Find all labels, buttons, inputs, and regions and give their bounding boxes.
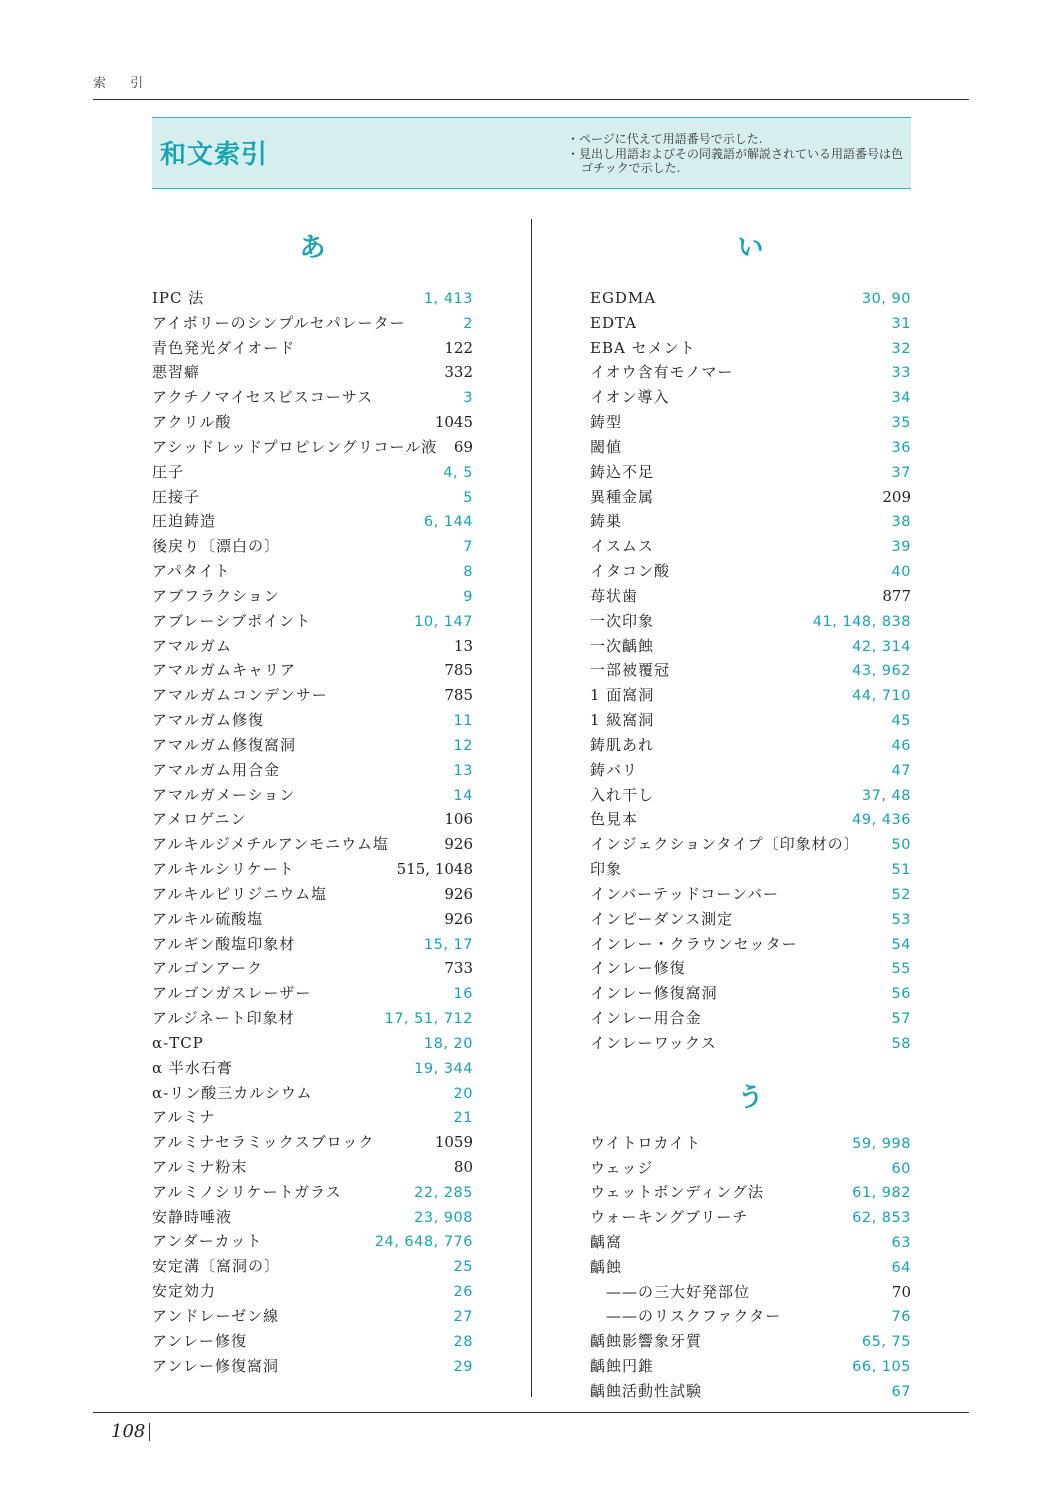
entries-u	[590, 1131, 911, 1404]
index-entry	[590, 1354, 911, 1379]
index-entry	[152, 832, 473, 857]
page-number-bar	[149, 1423, 150, 1441]
index-term: アルゴンガスレーザー	[152, 984, 312, 1003]
index-pages: 69	[453, 437, 473, 456]
index-entry	[590, 584, 911, 609]
index-term: アルキルジメチルアンモニウム塩	[152, 835, 389, 854]
index-entry	[152, 658, 473, 683]
index-pages: 50	[891, 837, 911, 854]
index-pages: 2	[463, 315, 473, 332]
index-term: アシッドレッドプロピレングリコール液	[152, 437, 438, 456]
index-term: 圧子	[152, 462, 185, 481]
index-term: アンレー修復	[152, 1331, 248, 1350]
index-term: イオン導入	[590, 388, 670, 407]
index-term: 悪習癖	[152, 363, 201, 382]
index-pages: 32	[891, 340, 911, 357]
index-pages: 515, 1048	[396, 860, 473, 879]
index-term: イオウ含有モノマー	[590, 363, 734, 382]
index-term: アクリル酸	[152, 413, 232, 432]
index-pages: 27	[453, 1308, 473, 1325]
index-entry	[152, 733, 473, 758]
index-entry	[590, 832, 911, 857]
index-pages: 51	[891, 862, 911, 879]
index-entry	[590, 1031, 911, 1056]
index-term: 鋳型	[590, 413, 623, 432]
index-pages: 67	[891, 1383, 911, 1400]
index-entry	[590, 534, 911, 559]
index-entry	[590, 435, 911, 460]
index-pages: 42, 314	[852, 638, 911, 655]
index-term: 印象	[590, 860, 623, 879]
index-pages: 16	[453, 986, 473, 1003]
index-entry	[152, 1130, 473, 1155]
index-pages: 25	[453, 1259, 473, 1276]
index-term: 齲蝕円錐	[590, 1357, 655, 1376]
index-entry	[152, 1031, 473, 1056]
index-pages: 40	[891, 564, 911, 581]
index-pages: 53	[891, 911, 911, 928]
index-pages: 1, 413	[423, 291, 473, 307]
index-pages: 30, 90	[861, 291, 911, 307]
index-term: アマルガム	[152, 636, 233, 655]
index-pages: 8	[463, 564, 473, 581]
index-entry	[152, 435, 473, 460]
index-entry	[590, 634, 911, 659]
index-term: 齲窩	[590, 1232, 623, 1251]
index-pages: 5	[463, 489, 473, 506]
index-entry	[590, 1180, 911, 1205]
index-entry	[152, 584, 473, 609]
index-pages: 11	[453, 713, 473, 730]
index-entry	[590, 758, 911, 783]
index-pages: 15, 17	[423, 936, 473, 953]
index-term: 圧接子	[152, 487, 201, 506]
index-entry	[152, 634, 473, 659]
index-entry	[152, 1006, 473, 1031]
index-term: ——の三大好発部位	[606, 1282, 751, 1301]
index-term: アマルガム修復	[152, 711, 265, 730]
index-entry	[152, 385, 473, 410]
index-entry	[590, 410, 911, 435]
index-pages: 63	[891, 1234, 911, 1251]
index-entry	[590, 311, 911, 336]
index-entry	[590, 559, 911, 584]
index-entry	[152, 460, 473, 485]
index-pages: 47	[891, 762, 911, 779]
index-pages: 43, 962	[852, 663, 911, 680]
index-pages: 33	[891, 365, 911, 382]
index-term: インバーテッドコーンバー	[590, 884, 780, 903]
index-entry	[152, 683, 473, 708]
index-pages: 6, 144	[423, 514, 473, 531]
index-entry	[590, 1006, 911, 1031]
index-entry	[152, 758, 473, 783]
index-term: 後戻り〔漂白の〕	[152, 537, 281, 556]
index-entry	[152, 1105, 473, 1130]
index-entry	[152, 882, 473, 907]
note-2: ・見出し用語およびその同義語が解説されている用語番号は色ゴチックで示した.	[567, 146, 904, 175]
index-pages: 29	[453, 1358, 473, 1375]
index-term: インレー修復	[590, 959, 686, 978]
index-term: アルキルシリケート	[152, 860, 295, 879]
index-pages: 9	[463, 588, 473, 605]
index-pages: 46	[891, 737, 911, 754]
index-entry	[590, 385, 911, 410]
index-term: インレー・クラウンセッター	[590, 934, 798, 953]
index-term: 一次齲蝕	[590, 636, 655, 655]
section-heading-a: あ	[299, 233, 326, 263]
index-term: 圧迫鋳造	[152, 512, 217, 531]
index-pages: 785	[444, 661, 473, 680]
index-term: アルギン酸塩印象材	[152, 934, 296, 953]
index-entry	[152, 609, 473, 634]
index-term: アパタイト	[152, 562, 231, 581]
index-entry	[590, 1230, 911, 1255]
index-pages: 65, 75	[861, 1334, 911, 1351]
index-term: アルミナ粉末	[152, 1157, 248, 1176]
page-title: 和文索引	[160, 140, 269, 170]
section-u	[590, 1080, 911, 1404]
index-term: インレー修復窩洞	[590, 984, 718, 1003]
entries-i	[590, 286, 911, 1056]
title-band	[152, 117, 911, 189]
index-pages: 41, 148, 838	[812, 613, 911, 630]
index-pages: 66, 105	[852, 1359, 911, 1376]
index-pages: 209	[882, 487, 911, 506]
index-term: 鋳肌あれ	[590, 735, 655, 754]
index-pages: 12	[453, 737, 473, 754]
index-entry	[590, 907, 911, 932]
index-pages: 1045	[434, 413, 473, 432]
index-entry	[590, 1329, 911, 1354]
index-term: ウォーキングブリーチ	[590, 1208, 749, 1227]
index-term: 閾値	[590, 437, 623, 456]
index-term: アルゴンアーク	[152, 959, 263, 978]
index-term: インレー用合金	[590, 1009, 702, 1028]
index-entry	[590, 1379, 911, 1404]
index-pages: 62, 853	[852, 1210, 911, 1227]
index-pages: 22, 285	[414, 1184, 473, 1201]
index-term: ウイトロカイト	[590, 1133, 702, 1152]
index-pages: 7	[463, 539, 473, 556]
index-term: 齲蝕影響象牙質	[590, 1332, 703, 1351]
index-pages: 55	[891, 961, 911, 978]
index-entry	[590, 882, 911, 907]
index-entry	[152, 311, 473, 336]
index-term: 鋳込不足	[590, 462, 655, 481]
index-entry	[152, 336, 473, 361]
index-term: α 半水石膏	[152, 1058, 233, 1077]
index-term: 齲蝕	[590, 1257, 623, 1276]
index-pages: 49, 436	[852, 812, 911, 829]
index-pages: 34	[891, 390, 911, 407]
index-pages: 926	[444, 884, 473, 903]
index-entry	[152, 1254, 473, 1279]
index-entry	[152, 534, 473, 559]
index-term: インピーダンス測定	[590, 909, 734, 928]
index-entry	[152, 1279, 473, 1304]
index-term: イスムス	[590, 537, 654, 556]
index-term: 安静時唾液	[152, 1207, 233, 1226]
index-entry	[152, 1329, 473, 1354]
index-term: アブフラクション	[152, 586, 280, 605]
index-pages: 18, 20	[423, 1035, 473, 1052]
index-entry	[590, 1280, 911, 1305]
index-pages: 64	[891, 1259, 911, 1276]
index-entry	[590, 1205, 911, 1230]
index-entry	[590, 460, 911, 485]
page-number: 108	[111, 1421, 146, 1442]
index-pages: 1059	[434, 1133, 473, 1152]
index-entry	[590, 286, 911, 311]
index-entry	[152, 857, 473, 882]
right-column	[590, 230, 911, 1404]
index-entry	[152, 1205, 473, 1230]
index-term: アブレーシブポイント	[152, 611, 312, 630]
index-pages: 20	[453, 1085, 473, 1102]
index-entry	[152, 559, 473, 584]
index-entry	[590, 1255, 911, 1280]
index-entry	[152, 907, 473, 932]
running-header: 索 引	[93, 76, 154, 91]
index-term: イタコン酸	[590, 562, 671, 581]
index-pages: 13	[453, 636, 473, 655]
index-term: 安定溝〔窩洞の〕	[152, 1257, 281, 1276]
index-entry	[152, 1081, 473, 1106]
index-term: アクチノマイセスビスコーサス	[152, 388, 374, 407]
index-pages: 80	[453, 1157, 473, 1176]
top-rule	[93, 99, 969, 100]
index-pages: 56	[891, 986, 911, 1003]
index-pages: 10, 147	[414, 613, 473, 630]
index-pages: 52	[891, 886, 911, 903]
index-term: アルミノシリケートガラス	[152, 1182, 342, 1201]
index-term: インレーワックス	[590, 1033, 717, 1052]
index-term: アマルガメーション	[152, 785, 296, 804]
index-entry	[590, 1304, 911, 1329]
index-pages: 24, 648, 776	[374, 1234, 473, 1251]
index-pages: 70	[891, 1282, 911, 1301]
index-entry	[152, 981, 473, 1006]
index-pages: 332	[444, 363, 473, 382]
index-term: アルミナセラミックスブロック	[152, 1133, 375, 1152]
index-pages: 733	[444, 959, 473, 978]
index-pages: 37	[891, 464, 911, 481]
index-term: アマルガム用合金	[152, 760, 281, 779]
index-pages: 19, 344	[414, 1060, 473, 1077]
index-entry	[152, 410, 473, 435]
index-term: アマルガムコンデンサー	[152, 686, 328, 705]
index-term: 安定効力	[152, 1282, 217, 1301]
index-pages: 17, 51, 712	[384, 1011, 473, 1028]
index-entry	[152, 783, 473, 808]
index-entry	[590, 683, 911, 708]
index-pages: 122	[444, 338, 473, 357]
index-entry	[590, 609, 911, 634]
index-pages: 14	[453, 787, 473, 804]
index-pages: 38	[891, 514, 911, 531]
note-1: ・ページに代えて用語番号で示した.	[567, 132, 763, 146]
entries-a	[152, 286, 473, 1378]
index-entry	[152, 708, 473, 733]
index-term: 鋳巣	[590, 512, 623, 531]
index-pages: 60	[891, 1160, 911, 1177]
index-term: 一部被覆冠	[590, 661, 671, 680]
section-heading-i: い	[737, 233, 764, 263]
column-divider	[531, 219, 532, 1397]
index-term: IPC 法	[152, 289, 205, 307]
index-entry	[590, 956, 911, 981]
index-term: 一次印象	[590, 611, 655, 630]
index-pages: 35	[891, 415, 911, 432]
index-entry	[590, 708, 911, 733]
index-pages: 36	[891, 439, 911, 456]
index-term: 鋳バリ	[590, 760, 639, 779]
index-term: ウェットボンディング法	[590, 1183, 764, 1202]
index-term: アルキル硫酸塩	[152, 909, 264, 928]
index-entry	[590, 783, 911, 808]
index-entry	[152, 1155, 473, 1180]
index-pages: 44, 710	[852, 688, 911, 705]
index-entry	[590, 360, 911, 385]
index-term: ——のリスクファクター	[606, 1307, 782, 1326]
index-term: アンレー修復窩洞	[152, 1356, 280, 1375]
index-pages: 59, 998	[852, 1135, 911, 1152]
index-pages: 926	[444, 909, 473, 928]
index-entry	[590, 981, 911, 1006]
index-entry	[590, 1156, 911, 1181]
index-term: アンドレーゼン線	[152, 1306, 280, 1325]
index-pages: 31	[891, 315, 911, 332]
index-pages: 76	[891, 1309, 911, 1326]
index-term: 1 級窩洞	[590, 711, 655, 730]
index-entry	[152, 1229, 473, 1254]
index-term: 入れ干し	[590, 785, 655, 804]
index-term: EDTA	[590, 313, 637, 332]
section-heading-u: う	[737, 1082, 764, 1113]
index-term: EBA セメント	[590, 338, 696, 357]
index-pages: 4, 5	[443, 464, 473, 481]
index-entry	[152, 360, 473, 385]
index-term: アルジネート印象材	[152, 1009, 295, 1028]
index-entry	[590, 807, 911, 832]
index-entry	[152, 932, 473, 957]
section-i	[590, 230, 911, 1056]
index-entry	[590, 1131, 911, 1156]
index-pages: 28	[453, 1333, 473, 1350]
left-column	[152, 230, 473, 1378]
index-pages: 45	[891, 713, 911, 730]
index-pages: 3	[463, 390, 473, 407]
index-term: 1 面窩洞	[590, 686, 655, 705]
index-entry	[590, 485, 911, 510]
index-term: アルミナ	[152, 1108, 216, 1127]
index-term: アンダーカット	[152, 1232, 263, 1251]
notes	[567, 132, 912, 176]
index-entry	[590, 658, 911, 683]
index-pages: 58	[891, 1035, 911, 1052]
index-term: 青色発光ダイオード	[152, 338, 296, 357]
index-entry	[152, 956, 473, 981]
index-entry	[590, 857, 911, 882]
index-term: 苺状歯	[590, 586, 639, 605]
index-term: 異種金属	[590, 487, 655, 506]
index-entry	[152, 1354, 473, 1379]
index-term: アルキルピリジニウム塩	[152, 884, 328, 903]
index-entry	[590, 336, 911, 361]
index-term: アマルガム修復窩洞	[152, 735, 297, 754]
index-term: インジェクションタイプ〔印象材の〕	[590, 835, 860, 854]
index-term: アイボリーのシンプルセパレーター	[152, 313, 406, 332]
index-term: アメロゲニン	[152, 810, 247, 829]
index-pages: 13	[453, 762, 473, 779]
index-term: α-TCP	[152, 1033, 204, 1052]
index-pages: 785	[444, 686, 473, 705]
index-pages: 23, 908	[414, 1209, 473, 1226]
index-pages: 26	[453, 1284, 473, 1301]
index-entry	[152, 1180, 473, 1205]
bottom-rule	[93, 1412, 969, 1413]
index-entry	[152, 1304, 473, 1329]
index-term: ウェッジ	[590, 1158, 654, 1177]
index-pages: 39	[891, 539, 911, 556]
index-entry	[152, 485, 473, 510]
index-entry	[152, 286, 473, 311]
index-pages: 21	[453, 1110, 473, 1127]
index-pages: 37, 48	[861, 787, 911, 804]
index-pages: 106	[444, 810, 473, 829]
index-entry	[590, 509, 911, 534]
index-entry	[152, 807, 473, 832]
index-pages: 54	[891, 936, 911, 953]
index-pages: 57	[891, 1011, 911, 1028]
index-entry	[590, 932, 911, 957]
index-term: アマルガムキャリア	[152, 661, 297, 680]
index-entry	[152, 509, 473, 534]
index-term: α-リン酸三カルシウム	[152, 1083, 313, 1102]
index-term: EGDMA	[590, 289, 657, 307]
index-term: 色見本	[590, 810, 639, 829]
index-entry	[152, 1056, 473, 1081]
index-entry	[590, 733, 911, 758]
index-pages: 926	[444, 835, 473, 854]
index-pages: 877	[882, 586, 911, 605]
index-term: 齲蝕活動性試験	[590, 1381, 703, 1400]
index-pages: 61, 982	[852, 1185, 911, 1202]
